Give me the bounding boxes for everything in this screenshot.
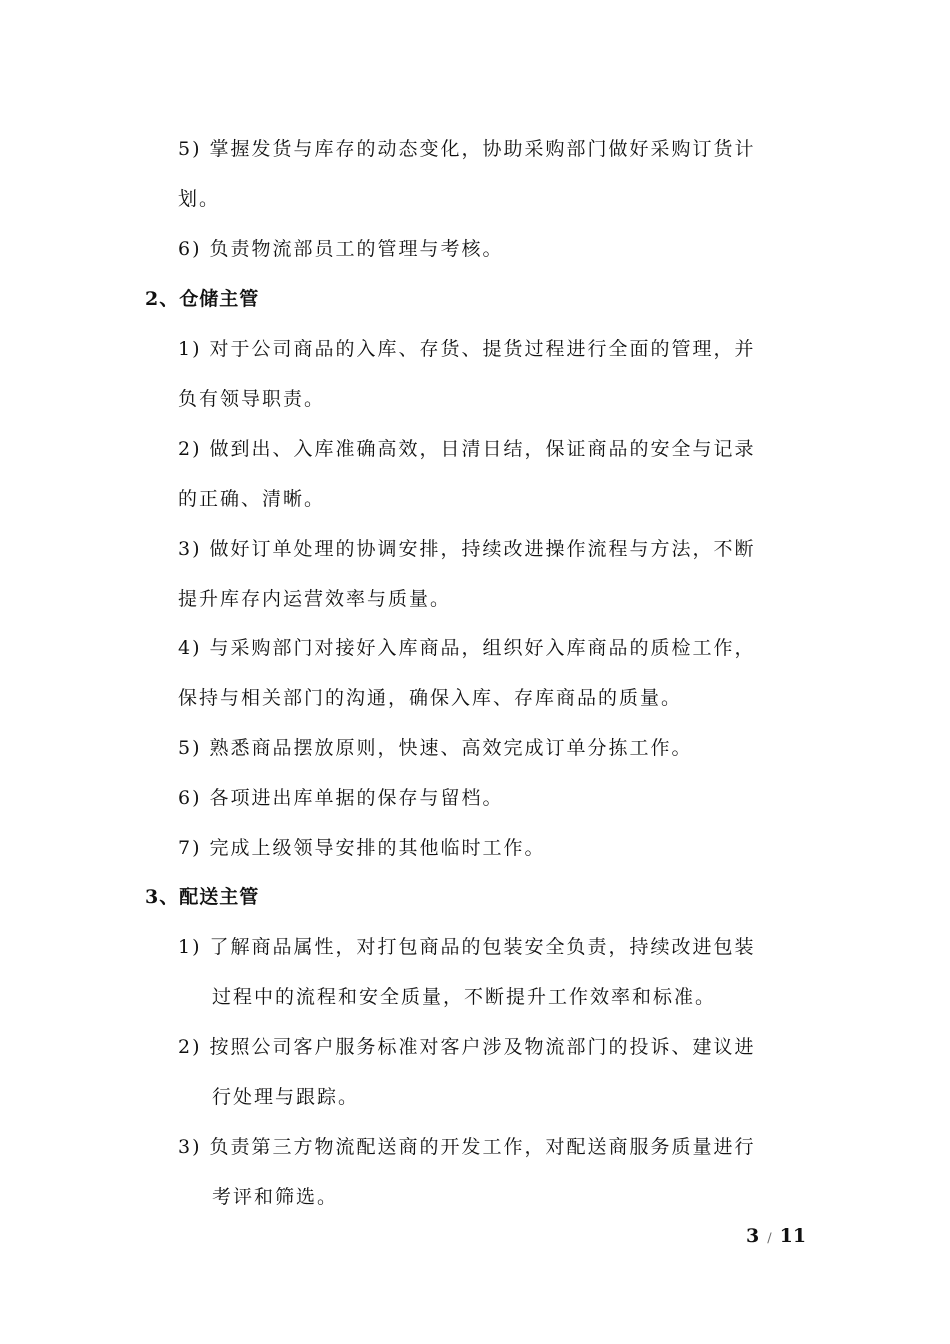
paragraph-line: 行处理与跟踪。 [212,1086,360,1108]
paragraph-line: 3) 负责第三方物流配送商的开发工作，对配送商服务质量进行 [178,1136,756,1158]
paragraph-line: 6) 负责物流部员工的管理与考核。 [178,238,504,260]
paragraph-line: 划。 [178,188,221,210]
paragraph-line: 2) 做到出、入库准确高效，日清日结，保证商品的安全与记录 [178,438,756,460]
paragraph-line: 1) 了解商品属性，对打包商品的包装安全负责，持续改进包装 [178,936,756,958]
paragraph-line: 5) 熟悉商品摆放原则，快速、高效完成订单分拣工作。 [178,737,693,759]
current-page: 3 [746,1225,760,1247]
paragraph-line: 5) 掌握发货与库存的动态变化，协助采购部门做好采购订货计 [178,138,756,160]
paragraph-line: 考评和筛选。 [212,1186,339,1208]
paragraph-line: 负有领导职责。 [178,388,326,410]
total-pages: 11 [779,1225,807,1247]
paragraph-line: 4) 与采购部门对接好入库商品，组织好入库商品的质检工作， [178,637,756,659]
paragraph-line: 过程中的流程和安全质量，不断提升工作效率和标准。 [212,986,717,1008]
section-heading: 2、仓储主管 [145,288,260,310]
section-heading: 3、配送主管 [145,886,260,908]
paragraph-line: 提升库存内运营效率与质量。 [178,588,452,610]
paragraph-line: 2) 按照公司客户服务标准对客户涉及物流部门的投诉、建议进 [178,1036,756,1058]
paragraph-line: 的正确、清晰。 [178,488,326,510]
page-number [746,1224,806,1251]
paragraph-line: 6) 各项进出库单据的保存与留档。 [178,787,504,809]
paragraph-line: 保持与相关部门的沟通，确保入库、存库商品的质量。 [178,687,683,709]
page-separator: / [767,1231,772,1246]
paragraph-line: 7) 完成上级领导安排的其他临时工作。 [178,837,546,859]
paragraph-line: 3) 做好订单处理的协调安排，持续改进操作流程与方法，不断 [178,538,756,560]
paragraph-line: 1) 对于公司商品的入库、存货、提货过程进行全面的管理，并 [178,338,756,360]
